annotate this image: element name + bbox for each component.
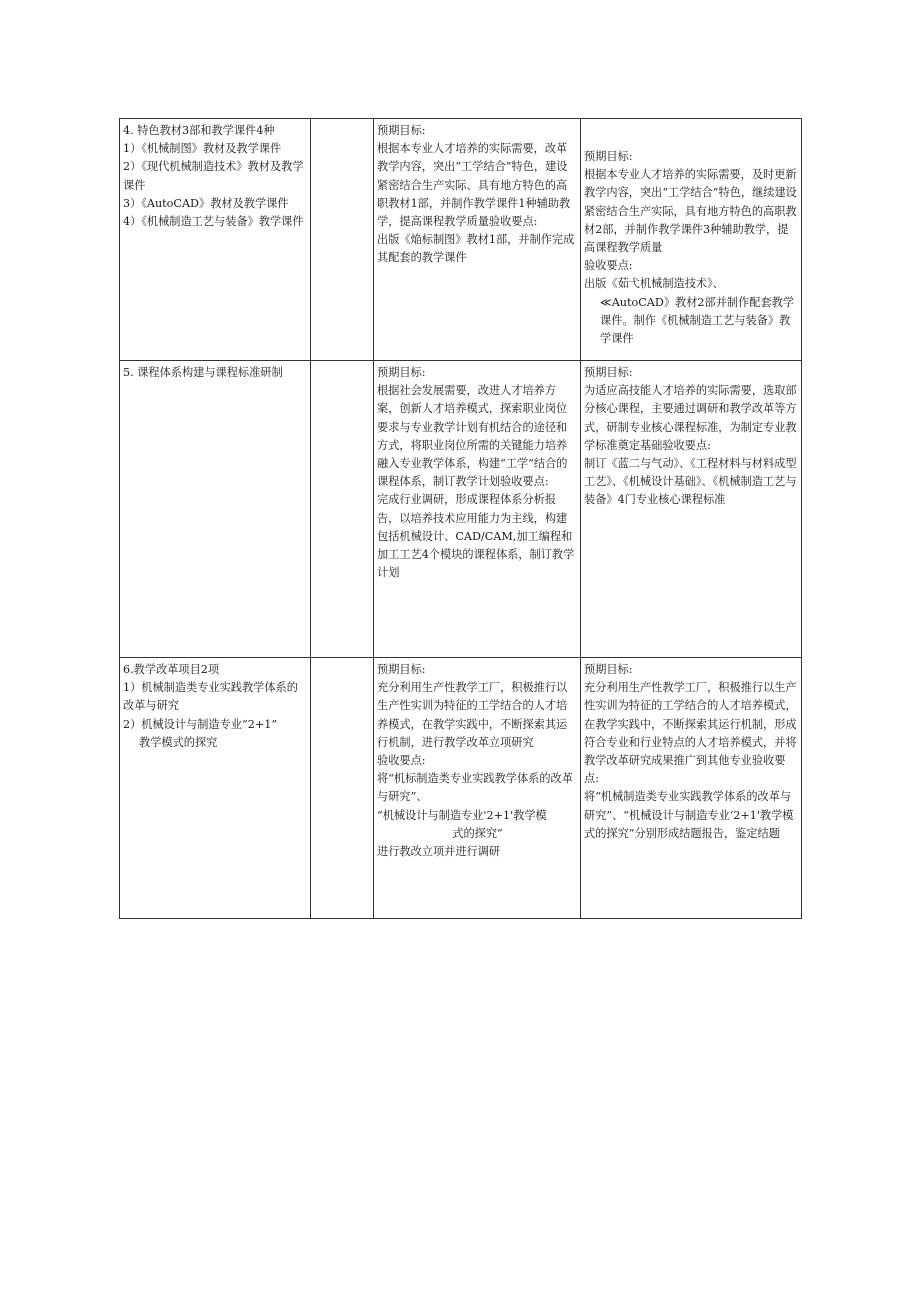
goal-heading: 预期目标: bbox=[584, 663, 633, 676]
empty-cell bbox=[311, 119, 374, 361]
empty-cell bbox=[311, 361, 374, 658]
empty-cell bbox=[311, 658, 374, 919]
table-row bbox=[120, 658, 802, 919]
project-title: 6.教学改革项目2项 bbox=[123, 663, 220, 676]
acceptance-text: 将“机械制造类专业实践教学体系的改革与研究”、“机械设计与制造专业‘2+1'教学模式的探究”分别形成结题报告，鉴定结题 bbox=[584, 790, 794, 840]
acceptance-text: 式的探究” bbox=[452, 826, 503, 840]
plan-table bbox=[119, 118, 802, 919]
goal-heading: 预期目标: bbox=[584, 150, 633, 163]
table-row bbox=[120, 119, 802, 361]
acceptance-heading: 验收要点: bbox=[584, 259, 633, 273]
project-subitem: 1）《机械制图》教材及教学课件 bbox=[123, 142, 282, 156]
goal-text: 根据本专业人才培养的实际需要，及时更新教学内容，突出“工学结合”特色，继续建设紧密结合生产实际，具有地方特色的高职教材2部，并制作教学课件3种辅助教学，提高课程教学质量 bbox=[584, 168, 797, 255]
acceptance-text: 完成行业调研，形成课程体系分析报告，以培养技术应用能力为主线，构建包括机械设计、CAD/CAM,加工编程和加工工艺4个模块的课程体系，制订教学计划 bbox=[377, 493, 575, 580]
acceptance-text: 制订《蓝二与气动》、《工程材料与材料成型工艺》、《机械设计基础》、《机械制造工艺与装备》4门专业核心课程标准 bbox=[584, 457, 797, 507]
project-cell bbox=[120, 119, 311, 361]
goal-text: 根据本专业人才培养的实际需要，改革教学内容，突出“工学结合”特色，建设紧密结合生产实际、具有地方特色的高职教材1部，并制作教学课件1种辅助教学，提高课程教学质量验收要点: bbox=[377, 142, 571, 229]
goal-heading: 预期目标: bbox=[584, 366, 633, 379]
table-row bbox=[120, 361, 802, 658]
project-subitem: 2）《现代机械制造技术》教材及教学课件 bbox=[123, 160, 304, 192]
project-cell bbox=[120, 658, 311, 919]
acceptance-text: ≪AutoCAD》教材2部并制作配套教学课件。制作《机械制造工艺与装备》教学课件 bbox=[600, 295, 795, 346]
phase2-cell bbox=[581, 361, 802, 658]
goal-text: 充分利用生产性教学工厂，积极推行以生产性实训为特征的工学结合的人才培养模式，在教学实践中，不断探索其运行机制，形成符合专业和行业特点的人才培养模式，并将教学改革研究成果推广到其他专业验收要点: bbox=[584, 681, 797, 786]
acceptance-text: “机械设计与制造专业'2+1'教学模 bbox=[377, 808, 547, 822]
goal-heading: 预期目标: bbox=[377, 663, 426, 676]
spacer bbox=[584, 122, 799, 148]
phase1-cell bbox=[374, 658, 581, 919]
project-subitem: 教学模式的探究 bbox=[139, 735, 218, 749]
goal-heading: 预期目标: bbox=[377, 124, 426, 137]
goal-text: 根据社会发展需要，改进人才培养方案，创新人才培养模式，探索职业岗位要求与专业教学计划有机结合的途径和方式，将职业岗位所需的关键能力培养融入专业教学体系，构建“工学”结合的课程体系，制订教学计划验收要点: bbox=[377, 384, 568, 489]
project-title: 5. 课程体系构建与课程标准研制 bbox=[123, 366, 283, 379]
phase1-cell bbox=[374, 119, 581, 361]
phase2-cell bbox=[581, 119, 802, 361]
acceptance-text: 出版《焔标制图》教材1部，并制作完成其配套的教学课件 bbox=[377, 233, 575, 265]
project-subitem: 2）机械设计与制造专业“2+1” bbox=[123, 717, 278, 731]
goal-text: 充分利用生产性教学工厂，积极推行以生产性实训为特征的工学结合的人才培养模式，在教学实践中，不断探索其运行机制，进行教学改革立项研究 bbox=[377, 681, 568, 749]
project-subitem: 1）机械制造类专业实践教学体系的改革与研究 bbox=[123, 681, 298, 713]
project-title: 4. 特色教材3部和教学课件4种 bbox=[123, 124, 275, 137]
project-subitem: 4）《机械制造工艺与装备》教学课件 bbox=[123, 215, 304, 229]
goal-heading: 预期目标: bbox=[377, 366, 426, 379]
goal-text: 为适应高技能人才培养的实际需要，选取部分核心课程，主要通过调研和教学改革等方式，研制专业核心课程标准，为制定专业教学标准奠定基础验收要点: bbox=[584, 384, 797, 452]
acceptance-heading: 验收要点: bbox=[377, 754, 426, 768]
project-subitem: 3）《AutoCAD》教材及教学课件 bbox=[123, 196, 289, 210]
project-cell bbox=[120, 361, 311, 658]
phase2-cell bbox=[581, 658, 802, 919]
acceptance-text: 将“机标制造类专业实践教学体系的改革与研究”、 bbox=[377, 772, 573, 804]
acceptance-text: 进行教改立项并进行调研 bbox=[377, 845, 501, 859]
acceptance-text: 出版《茹弋机械制造技术》、 bbox=[584, 277, 724, 291]
phase1-cell bbox=[374, 361, 581, 658]
